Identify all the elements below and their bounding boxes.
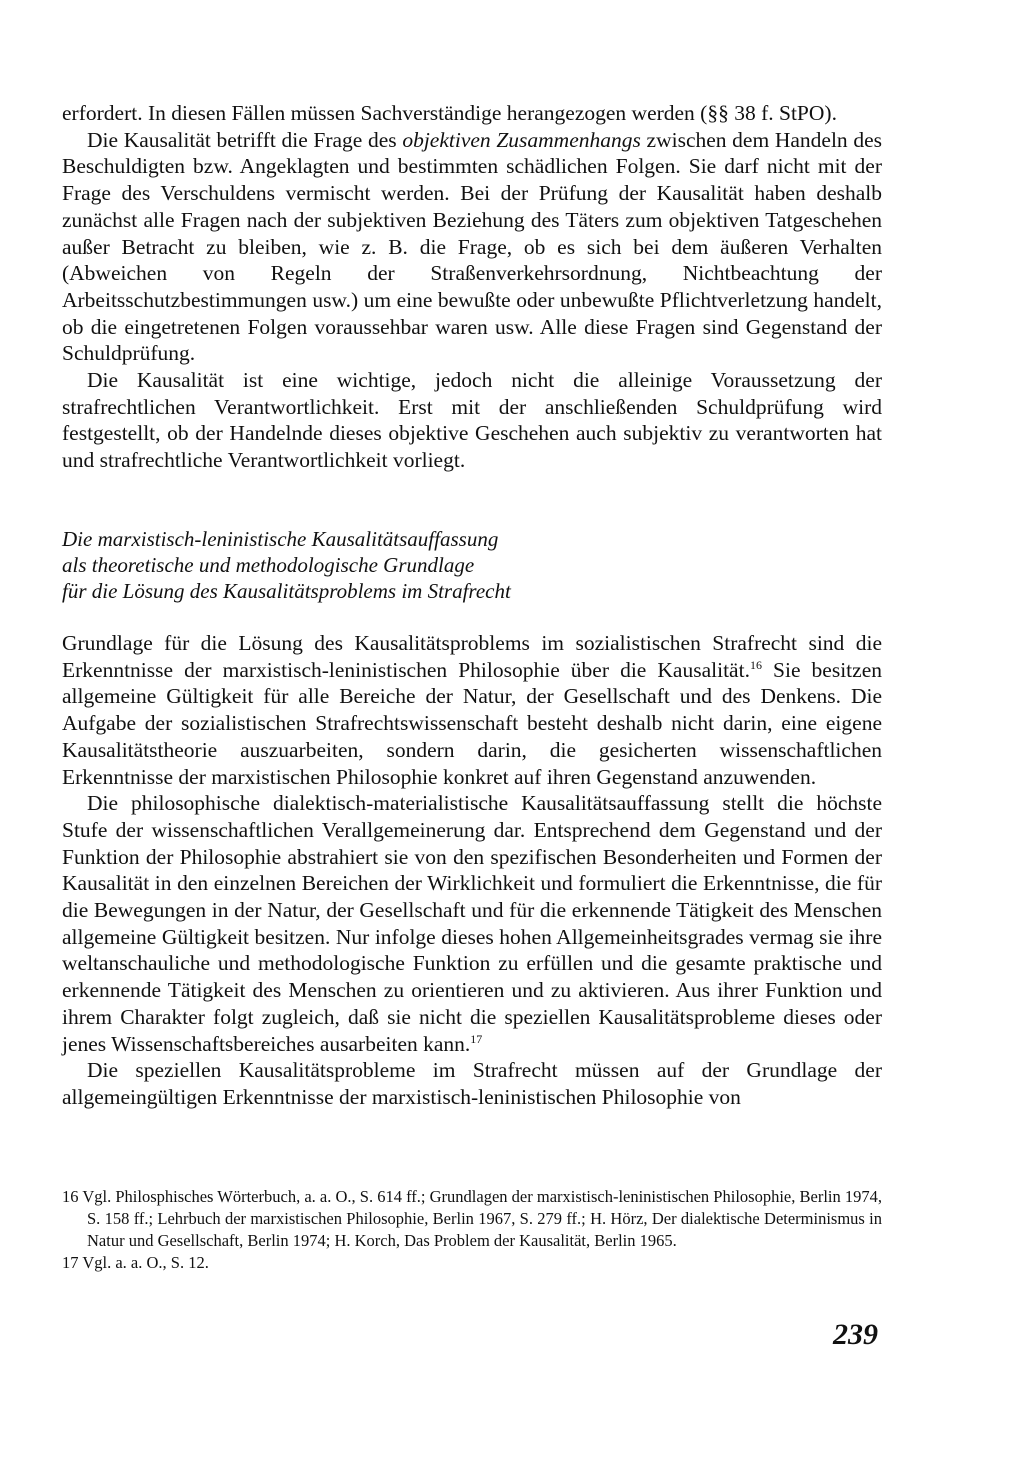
text-run: Die Kausalität betrifft die Frage des xyxy=(87,127,403,152)
section-heading xyxy=(62,526,762,604)
footnote-ref: 17 xyxy=(470,1031,483,1046)
footnote-17: 17 Vgl. a. a. O., S. 12. xyxy=(62,1253,209,1272)
paragraph: Die Kausalität ist eine wichtige, jedoch nicht die alleinige Voraussetzung der strafrechtlichen Verantwortlichkeit. Erst mit der anschließenden Schuldprüfung wird festgestellt, ob der Handelnde dieses objektive Geschehen auch subjektiv zu verantworten hat und strafrechtliche Verantwortlichkeit vorliegt. xyxy=(62,368,882,473)
emphasis-text: objektiven Zusammenhangs xyxy=(402,127,641,152)
footnote-16: 16 Vgl. Philosphisches Wörterbuch, a. a. O., S. 614 ff.; Grundlagen der marxistisch-leninistischen Philosophie, Berlin 1974, S. 158 ff.; Lehrbuch der marxistischen Philosophie, Berlin 1967, S. 279 ff.; H. Hörz, Der dialektische Determinismus in Natur und Gesellschaft, Berlin 1974; H. Korch, Das Problem der Kausalität, Berlin 1965. xyxy=(62,1187,882,1250)
heading-line: Die marxistisch-leninistische Kausalitätsauffassung xyxy=(62,527,499,551)
top-text-section xyxy=(62,100,882,474)
footnotes xyxy=(62,1186,882,1274)
main-text-section xyxy=(62,630,882,1111)
heading-line: als theoretische und methodologische Grundlage xyxy=(62,553,475,577)
paragraph: Die speziellen Kausalitätsprobleme im Strafrecht müssen auf der Grundlage der allgemeingültigen Erkenntnisse der marxistisch-leninistischen Philosophie von xyxy=(62,1058,882,1109)
text-run: Sie besitzen allgemeine Gültigkeit für alle Bereiche der Natur, der Gesellschaft und des Denkens. Die Aufgabe der sozialistischen Strafrechtswissenschaft besteht deshalb nicht darin, eine eigene Kausalitätstheorie auszuarbeiten, sondern darin, die gesicherten wissenschaftlichen Erkenntnisse der marxistischen Philosophie konkret auf ihren Gegenstand anzuwenden. xyxy=(62,657,882,789)
heading-line: für die Lösung des Kausalitätsproblems im Strafrecht xyxy=(62,579,511,603)
paragraph xyxy=(62,630,882,790)
paragraph xyxy=(62,127,882,367)
paragraph xyxy=(62,790,882,1057)
text-run: zwischen dem Handeln des Beschuldigten bzw. Angeklagten und bestimmten schädlichen Folgen. Sie darf nicht mit der Frage des Verschuldens vermischt werden. Bei der Prüfung der Kausalität haben deshalb zunächst alle Fragen nach der subjektiven Beziehung des Täters zum objektiven Tatgeschehen außer Betracht zu bleiben, wie z. B. die Frage, ob es sich bei dem äußeren Verhalten (Abweichen von Regeln der Straßenverkehrsordnung, Nichtbeachtung der Arbeitsschutzbestimmungen usw.) um eine bewußte oder unbewußte Pflichtverletzung handelt, ob die eingetretenen Folgen voraussehbar waren usw. Alle diese Fragen sind Gegenstand der Schuldprüfung. xyxy=(62,127,883,366)
page-number: 239 xyxy=(833,1318,878,1351)
paragraph: erfordert. In diesen Fällen müssen Sachverständige herangezogen werden (§§ 38 f. StPO). xyxy=(62,101,837,125)
footnote-ref: 16 xyxy=(749,657,762,672)
text-run: Die philosophische dialektisch-materialistische Kausalitätsauffassung stellt die höchste Stufe der wissenschaftlichen Verallgemeinerung dar. Entsprechend dem Gegenstand und der Funktion der Philosophie abstrahiert sie von den spezifischen Besonderheiten und Formen der Kausalität in den einzelnen Bereichen der Wirklichkeit und formuliert die Erkenntnisse, die für die Bewegungen in der Natur, der Gesellschaft und für die erkennende Tätigkeit des Menschen allgemeine Gültigkeit besitzen. Nur infolge dieses hohen Allgemeinheitsgrades vermag sie ihre weltanschauliche und methodologische Funktion zu erfüllen und die gesamte praktische und erkennende Tätigkeit des Menschen zu orientieren und zu aktivieren. Aus ihrer Funktion und ihrem Charakter folgt zugleich, daß sie nicht die speziellen Kausalitätsprobleme dieses oder jenes Wissenschaftsbereiches ausarbeiten kann. xyxy=(62,791,882,1056)
text-run: Grundlage für die Lösung des Kausalitätsproblems im sozialistischen Strafrecht sind die Erkenntnisse der marxistisch-leninistischen Philosophie über die Kausalität. xyxy=(62,631,882,682)
